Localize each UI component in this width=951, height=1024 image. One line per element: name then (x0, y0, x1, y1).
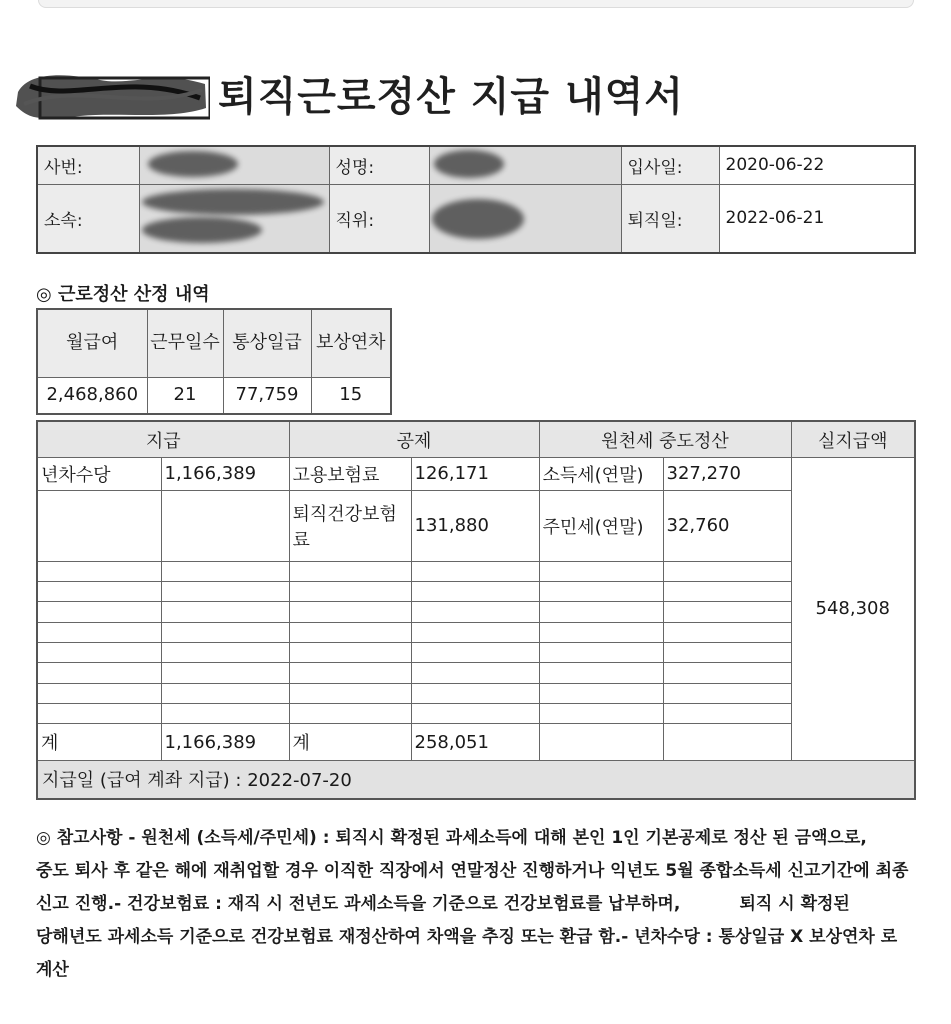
hire-date-value: 2020-06-22 (719, 146, 915, 184)
header-pay: 지급 (37, 421, 289, 458)
daily-wage-value: 77,759 (223, 377, 311, 414)
emp-no-label: 사번: (37, 146, 139, 184)
pay-total-label: 계 (37, 724, 161, 761)
deduction-total-label: 계 (289, 724, 411, 761)
top-edge-bar (38, 0, 914, 8)
name-label: 성명: (329, 146, 429, 184)
calc-table (36, 308, 392, 415)
tax-amount: 327,270 (663, 458, 791, 491)
header-work-days: 근무일수 (147, 309, 223, 377)
header-monthly-salary: 월급여 (37, 309, 147, 377)
emp-no-redacted (139, 146, 329, 184)
pay-item (37, 490, 161, 561)
position-label: 직위: (329, 184, 429, 253)
dept-redacted (139, 184, 329, 253)
redacted-company-name (10, 62, 210, 124)
header-deduction: 공제 (289, 421, 539, 458)
pay-amount (161, 490, 289, 561)
position-redacted (429, 184, 621, 253)
pay-amount: 1,166,389 (161, 458, 289, 491)
deduction-amount: 126,171 (411, 458, 539, 491)
deduction-item: 고용보험료 (289, 458, 411, 491)
tax-item: 주민세(연말) (539, 490, 663, 561)
work-days-value: 21 (147, 377, 223, 414)
header-withholding: 원천세 중도정산 (539, 421, 791, 458)
settlement-table (36, 420, 916, 800)
header-comp-leave: 보상연차 (311, 309, 391, 377)
net-amount-value: 548,308 (791, 458, 915, 761)
comp-leave-value: 15 (311, 377, 391, 414)
calc-section-title: ◎ 근로정산 산정 내역 (36, 284, 210, 305)
leave-date-label: 퇴직일: (621, 184, 719, 253)
header-net-amount: 실지급액 (791, 421, 915, 458)
pay-date: 지급일 (급여 계좌 지급) : 2022-07-20 (37, 760, 915, 799)
monthly-salary-value: 2,468,860 (37, 377, 147, 414)
header-daily-wage: 통상일급 (223, 309, 311, 377)
name-redacted (429, 146, 621, 184)
title-row (10, 58, 684, 128)
hire-date-label: 입사일: (621, 146, 719, 184)
dept-label: 소속: (37, 184, 139, 253)
leave-date-value: 2022-06-21 (719, 184, 915, 253)
deduction-total-value: 258,051 (411, 724, 539, 761)
tax-amount: 32,760 (663, 490, 791, 561)
employee-info-table (36, 145, 916, 254)
deduction-item: 퇴직건강보험료 (289, 490, 411, 561)
document-title: 퇴직근로정산 지급 내역서 (218, 73, 684, 120)
deduction-amount: 131,880 (411, 490, 539, 561)
notes-text: ◎ 참고사항 - 원천세 (소득세/주민세) : 퇴직시 확정된 과세소득에 대해 본인 1인 기본공제로 정산 된 금액으로, 중도 퇴사 후 같은 해에 재취업할 경우 이직한 직장에서 연말정산 진행하거나 익년도 5월 종합소득세 신고기간에 최종 신고 진행.- 건강보험료 : 재직 시 전년도 과세소득을 기준으로 건강보험료를 납부하며, 퇴직 시 확정된 당해년도 과세소득 기준으로 건강보험료 재정산하여 차액을 추징 또는 환급 함.- 년차수당 : 통상일급 X 보상연차 로 계산 (36, 828, 926, 980)
pay-item: 년차수당 (37, 458, 161, 491)
pay-total-value: 1,166,389 (161, 724, 289, 761)
tax-item: 소득세(연말) (539, 458, 663, 491)
